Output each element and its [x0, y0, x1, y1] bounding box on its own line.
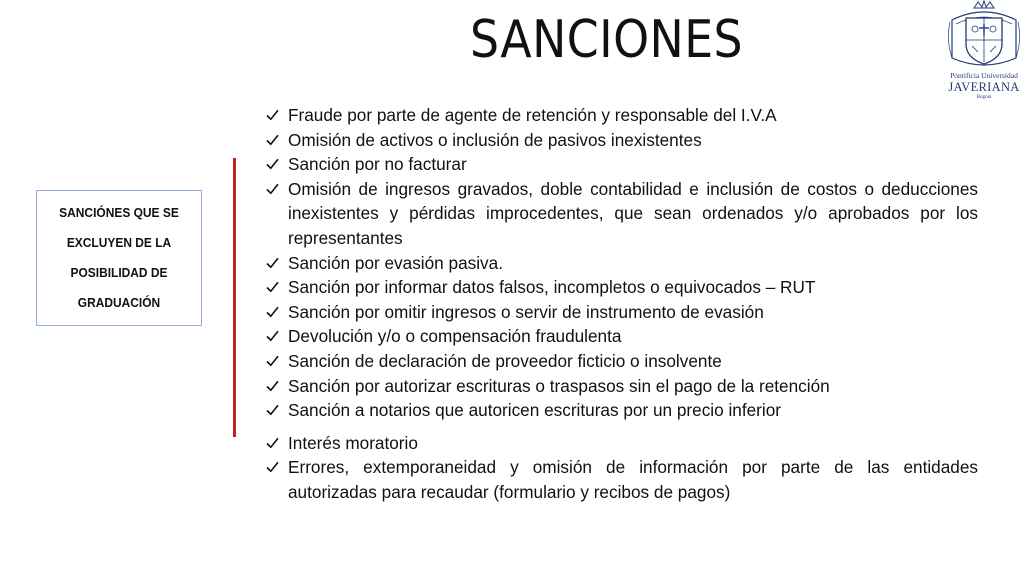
- checkmark-icon: [266, 281, 279, 293]
- sanctions-group-1: [266, 103, 978, 423]
- list-item: Omisión de activos o inclusión de pasivos inexistentes: [266, 128, 978, 153]
- checkmark-icon: [266, 158, 279, 170]
- list-item: Sanción por evasión pasiva.: [266, 251, 978, 276]
- list-item: Errores, extemporaneidad y omisión de información por parte de las entidades autorizadas para recaudar (formulario y recibos de pagos): [266, 455, 978, 504]
- list-item: Sanción por informar datos falsos, incompletos o equivocados – RUT: [266, 275, 978, 300]
- checkmark-icon: [266, 355, 279, 367]
- sanctions-list: [266, 103, 978, 505]
- list-item: Sanción por no facturar: [266, 152, 978, 177]
- list-item: Interés moratorio: [266, 431, 978, 456]
- university-logo: [944, 0, 1024, 104]
- list-item: Sanción a notarios que autoricen escrituras por un precio inferior: [266, 398, 978, 423]
- sanctions-group-2: [266, 431, 978, 505]
- checkmark-icon: [266, 461, 279, 473]
- checkmark-icon: [266, 109, 279, 121]
- list-item: Sanción por omitir ingresos o servir de instrumento de evasión: [266, 300, 978, 325]
- logo-line-pontificia: Pontificia Universidad: [950, 71, 1018, 80]
- checkmark-icon: [266, 257, 279, 269]
- checkmark-icon: [266, 330, 279, 342]
- exclusions-label-box: [36, 190, 202, 326]
- checkmark-icon: [266, 437, 279, 449]
- checkmark-icon: [266, 183, 279, 195]
- checkmark-icon: [266, 306, 279, 318]
- checkmark-icon: [266, 380, 279, 392]
- list-item: Devolución y/o o compensación fraudulenta: [266, 324, 978, 349]
- exclusions-label-text: SANCIÓNES QUE SE EXCLUYEN DE LA POSIBILIDAD DE GRADUACIÓN: [59, 205, 179, 310]
- checkmark-icon: [266, 134, 279, 146]
- logo-line-bogota: Bogotá: [976, 95, 992, 100]
- page-title: SANCIONES: [470, 10, 744, 70]
- checkmark-icon: [266, 404, 279, 416]
- list-item: Omisión de ingresos gravados, doble contabilidad e inclusión de costos o deducciones inexistentes y pérdidas improcedentes, que sean ordenados y/o aprobados por los representantes: [266, 177, 978, 251]
- list-item: Fraude por parte de agente de retención y responsable del I.V.A: [266, 103, 978, 128]
- logo-line-javeriana: JAVERIANA: [948, 80, 1020, 94]
- list-item: Sanción de declaración de proveedor ficticio o insolvente: [266, 349, 978, 374]
- red-divider-line: [233, 158, 236, 437]
- coat-of-arms-icon: [944, 0, 1024, 72]
- list-item: Sanción por autorizar escrituras o traspasos sin el pago de la retención: [266, 374, 978, 399]
